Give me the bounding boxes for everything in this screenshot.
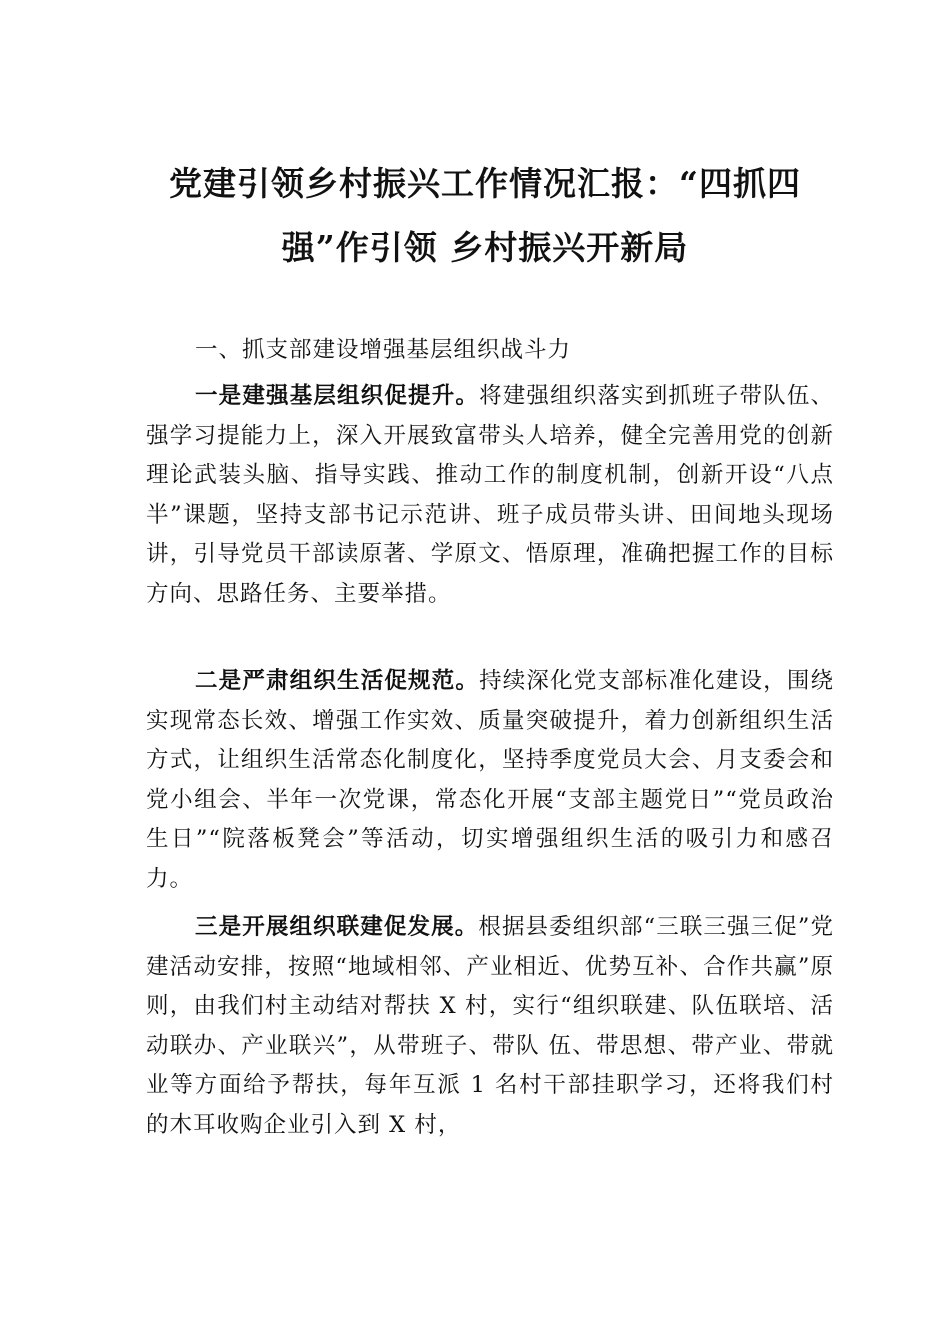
paragraph-3-lead: 三是开展组织联建促发展。: [195, 914, 479, 940]
title-line-2: 强”作引领 乡村振兴开新局: [281, 228, 689, 267]
paragraph-2-text: 持续深化党支部标准化建设，围绕实现常态长效、增强工作实效、质量突破提升，着力创新组织生活方式，让组织生活常态化制度化，坚持季度党员大会、月支委会和党小组会、半年一次党课，常态化开展“支部主题党日”“党员政治生日”“院落板凳会”等活动，切实增强组织生活的吸引力和感召力。: [146, 668, 834, 892]
paragraph-1-text: 将建强组织落实到抓班子带队伍、强学习提能力上，深入开展致富带头人培养，健全完善用党的创新理论武装头脑、指导实践、推动工作的制度机制，创新开设“八点半”课题，坚持支部书记示范讲、班子成员带头讲、田间地头现场讲，引导党员干部读原著、学原文、悟原理，准确把握工作的目标方向、思路任务、主要举措。: [146, 383, 834, 607]
paragraph-2: [146, 662, 834, 899]
paragraph-2-lead: 二是严肃组织生活促规范。: [195, 668, 480, 694]
paragraph-1-lead: 一是建强基层组织促提升。: [195, 383, 480, 409]
paragraph-3: [146, 908, 834, 1145]
paragraph-3-text: 根据县委组织部“三联三强三促”党建活动安排，按照“地域相邻、产业相近、优势互补、合作共赢”原则，由我们村主动结对帮扶 X 村，实行“组织联建、队伍联培、活动联办、产业联兴”，从带班子、带队 伍、带思想、带产业、带就业等方面给予帮扶，每年互派 1 名村干部挂职学习，还将我们村的木耳收购企业引入到 X 村，: [146, 914, 834, 1138]
section-heading: 一、抓支部建设增强基层组织战斗力: [195, 337, 572, 363]
title-line-1: 党建引领乡村振兴工作情况汇报：“四抓四: [169, 164, 801, 203]
document-title: [140, 152, 830, 280]
paragraph-1: [146, 377, 834, 614]
